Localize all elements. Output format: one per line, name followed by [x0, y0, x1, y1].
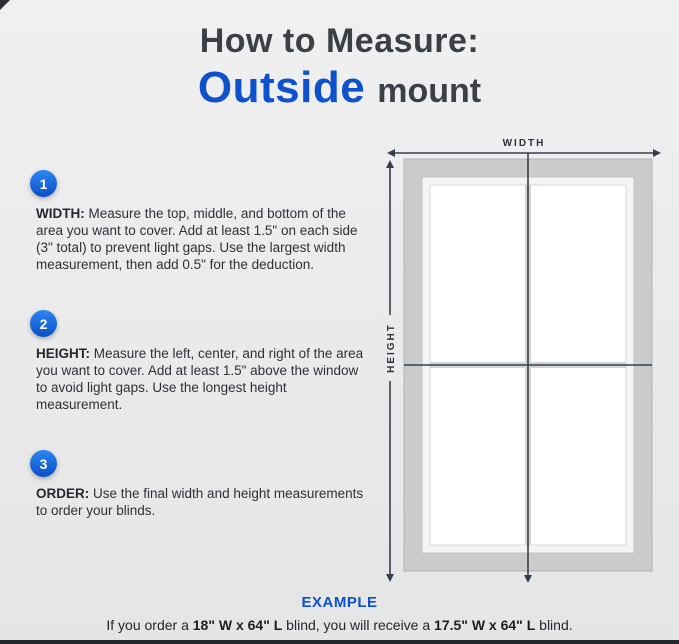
step-1-badge: 1 [30, 170, 57, 197]
footer [0, 594, 679, 633]
page-subtitle [0, 63, 679, 113]
example-sentence [0, 617, 679, 633]
step-3-label: ORDER: [36, 486, 90, 501]
corner-mark [0, 0, 10, 10]
step-3-body: Use the final width and height measurements to order your blinds. [36, 486, 364, 518]
example-mid: blind, you will receive a [282, 617, 435, 633]
step-2-body: Measure the left, center, and right of the area you want to cover. Add at least 1.5" above the window to avoid light gaps. Use the longest height measurement. [36, 346, 364, 412]
step-2-label: HEIGHT: [36, 346, 90, 361]
mount-type-accent: Outside [197, 63, 366, 112]
step-2-text [36, 345, 372, 413]
step-3-badge: 3 [30, 450, 57, 477]
step-2-badge: 2 [30, 310, 57, 337]
example-suffix: blind. [535, 617, 573, 633]
header [0, 22, 679, 113]
example-order-size: 18" W x 64" L [192, 617, 283, 633]
window-diagram-svg [378, 133, 670, 598]
step-1-body: Measure the top, middle, and bottom of the area you want to cover. Add at least 1.5" on each side (3" total) to prevent light gaps. Use the largest width measurement, then add 0.5" for the deduction. [36, 206, 358, 272]
width-label: WIDTH [502, 138, 546, 149]
step-1-text [36, 205, 372, 273]
window-diagram [378, 133, 670, 603]
step-1-label: WIDTH: [36, 206, 85, 221]
example-prefix: If you order a [106, 617, 193, 633]
height-label: HEIGHT [386, 323, 397, 373]
example-received-size: 17.5" W x 64" L [434, 617, 536, 633]
step-3-text [36, 485, 372, 519]
mount-type-suffix: mount [377, 72, 482, 110]
example-heading: EXAMPLE [301, 594, 378, 611]
page-title: How to Measure: [199, 22, 480, 60]
